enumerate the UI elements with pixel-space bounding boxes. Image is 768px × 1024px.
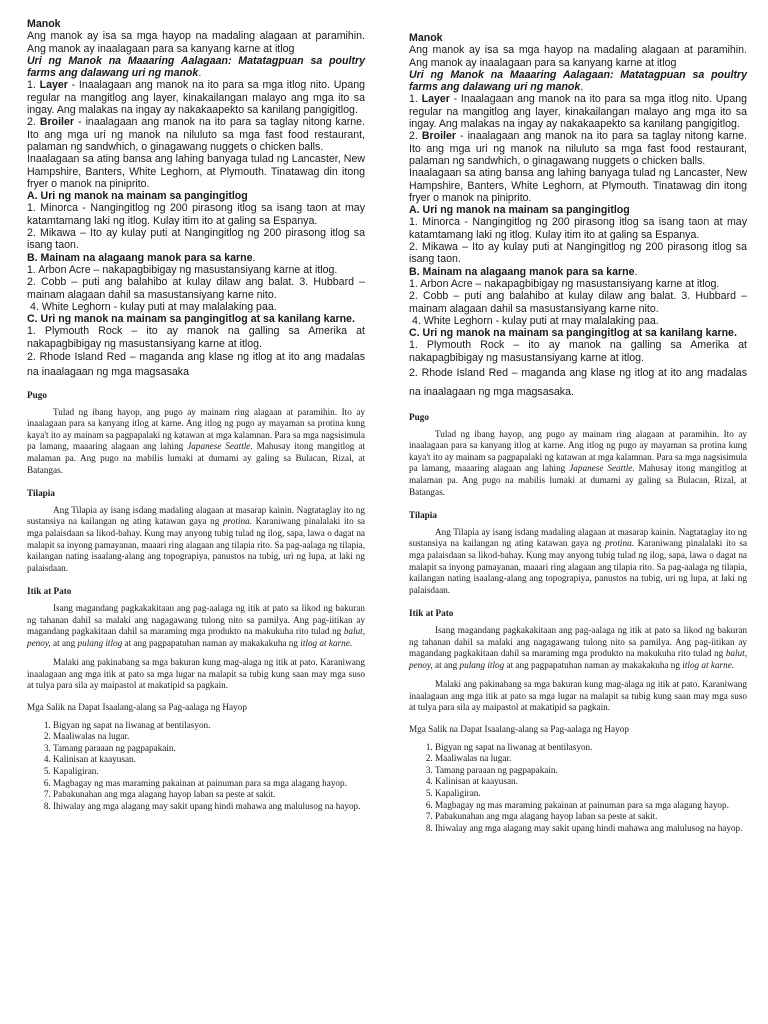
salik-title: Mga Salik na Dapat Isaalang-alang sa Pag-aalaga ng Hayop xyxy=(409,724,629,735)
list-item: 2. Maaliwalas na lugar. xyxy=(435,753,747,765)
manok-title: Manok xyxy=(409,32,443,44)
c2-item: 2. Rhode Island Red – maganda ang klase ng itlog at ito ang madalas na inaalagaan ng mga magsasaka. xyxy=(409,367,747,399)
b2-item: 2. Cobb – puti ang balahibo at kulay dilaw ang balat. 3. Hubbard – mainam alagaan dahil sa masustansiyang karne nito. xyxy=(27,276,365,301)
right-column xyxy=(409,32,747,834)
broiler-term: Broiler xyxy=(39,116,75,129)
c-heading: C. Uri ng manok na mainam sa pangingitlog at sa kanilang karne. xyxy=(27,313,355,326)
manok-intro: Ang manok ay isa sa mga hayop na madaling alagaan at paramihin. Ang manok ay inaalagaan para sa kanyang karne at itlog xyxy=(27,30,365,55)
broiler-paragraph: 2. Broiler - inaalagaan ang manok na ito para sa taglay nitong karne. Ito ang mga uri ng manok na niluluto sa mga fast food restaurant, palaman ng sandwhich, o ginagawang nuggets o chicken balls. xyxy=(409,130,747,167)
itik-text-1: Isang magandang pagkakakitaan ang pag-aalaga ng itik at pato sa likod ng bakuran ng tahanan dahil sa malaki ang nagagawang tulong nito sa pamilya. Ang pag-iitikan ay magandang pagkakitaan dahil sa maraming mga produkto na makukuha rito tulad ng balut, penoy, at ang pulang itlog at ang pagpapatuhan naman ay makakakuha ng itlog at karne. xyxy=(27,602,365,648)
itik-title: Itik at Pato xyxy=(27,586,72,597)
manok-section: Manok Ang manok ay isa sa mga hayop na madaling alagaan at paramihin. Ang manok ay inaalagaan para sa kanyang karne at itlog Uri ng Manok na Maaaring Aalagaan: Matatagpuan sa poultry farms ang dalawang uri ng manok. 1. Layer - Inaalagaan ang manok na ito para sa mga itlog nito. Upang regular na mangitlog ang layer, kinakailangan malayo ang mga ito sa ingay. Ang malakas na ingay ay nakakaapekto sa kanilang pangigitlog. 2. Broiler - inaalagaan ang manok na ito para sa taglay nitong karne. Ito ang mga uri ng manok na niluluto sa mga fast food restaurant, palaman ng sandwhich, o ginagawang nuggets o chicken balls. Inaalagaan sa ating bansa ang lahing banyaga tulad ng Lancaster, New Hampshire, Banters, White Leghorn, at Plymouth. Tinatawag din itong fryer o manok na piniprito. A. Uri ng manok na mainam sa pangingitlog 1. Minorca - Nangingitlog ng 200 pirasong itlog sa isang taon at may katamtamang laki ng itlog. Kulay itim ito at galing sa Espanya. 2. Mikawa – Ito ay kulay puti at Nangingitlog ng 200 pirasong itlog sa isang taon. B. Mainam na alagaang manok para sa karne. 1. Arbon Acre – nakapagbibigay ng masustansiyang karne at itlog. 2. Cobb – puti ang balahibo at kulay dilaw ang balat. 3. Hubbard – mainam alagaan dahil sa masustansiyang karne nito. 4. White Leghorn - kulay puti at may malalaking paa. C. Uri ng manok na mainam sa pangingitlog at sa kanilang karne. 1. Plymouth Rock – ito ay manok na galling sa Amerika at nakapagbibigay ng masustansiyang karne at itlog. 2. Rhode Island Red – maganda ang klase ng itlog at ito ang madalas na inaalagaan ng mga magsasaka. xyxy=(409,32,747,402)
c-heading: C. Uri ng manok na mainam sa pangingitlog at sa kanilang karne. xyxy=(409,327,737,340)
salik-list xyxy=(27,720,365,813)
list-item: 2. Maaliwalas na lugar. xyxy=(53,731,365,743)
list-item: 1. Bigyan ng sapat na liwanag at bentilasyon. xyxy=(53,720,365,732)
list-item: 5. Kapaligiran. xyxy=(435,788,747,800)
pugo-section xyxy=(409,412,747,834)
b2-item: 2. Cobb – puti ang balahibo at kulay dilaw ang balat. 3. Hubbard – mainam alagaan dahil sa masustansiyang karne nito. xyxy=(409,290,747,315)
broiler-term: Broiler xyxy=(421,130,457,143)
list-item: 3. Tamang paraaan ng pagpapakain. xyxy=(53,743,365,755)
pugo-title: Pugo xyxy=(409,412,429,423)
a-heading: A. Uri ng manok na mainam sa pangingitlog xyxy=(409,204,630,217)
c1-item: 1. Plymouth Rock – ito ay manok na galling sa Amerika at nakapagbibigay ng masustansiyang karne at itlog. xyxy=(27,325,365,350)
tilapia-title: Tilapia xyxy=(27,488,55,499)
list-item: 7. Pabakunahan ang mga alagang hayop laban sa peste at sakit. xyxy=(435,811,747,823)
b1-item: 1. Arbon Acre – nakapagbibigay ng masustansiyang karne at itlog. xyxy=(27,263,338,276)
manok-section: Manok Ang manok ay isa sa mga hayop na madaling alagaan at paramihin. Ang manok ay inaalagaan para sa kanyang karne at itlog Uri ng Manok na Maaaring Aalagaan: Matatagpuan sa poultry farms ang dalawang uri ng manok. 1. Layer - Inaalagaan ang manok na ito para sa mga itlog nito. Upang regular na mangitlog ang layer, kinakailangan malayo ang mga ito sa ingay. Ang malakas na ingay ay nakakaapekto sa kanilang pangigitlog. 2. Broiler - inaalagaan ang manok na ito para sa taglay nitong karne. Ito ang mga uri ng manok na niluluto sa mga fast food restaurant, palaman ng sandwhich, o ginagawang nuggets o chicken balls. Inaalagaan sa ating bansa ang lahing banyaga tulad ng Lancaster, New Hampshire, Banters, White Leghorn, at Plymouth. Tinatawag din itong fryer o manok na piniprito. A. Uri ng manok na mainam sa pangingitlog 1. Minorca - Nangingitlog ng 200 pirasong itlog sa isang taon at may katamtamang laki ng itlog. Kulay itim ito at galing sa Espanya. 2. Mikawa – Ito ay kulay puti at Nangingitlog ng 200 pirasong itlog sa isang taon. B. Mainam na alagaang manok para sa karne. 1. Arbon Acre – nakapagbibigay ng masustansiyang karne at itlog. 2. Cobb – puti ang balahibo at kulay dilaw ang balat. 3. Hubbard – mainam alagaan dahil sa masustansiyang karne nito. 4. White Leghorn - kulay puti at may malalaking paa. C. Uri ng manok na mainam sa pangingitlog at sa kanilang karne. 1. Plymouth Rock – ito ay manok na galling sa Amerika at nakapagbibigay ng masustansiyang karne at itlog. 2. Rhode Island Red – maganda ang klase ng itlog at ito ang madalas na inaalagaan ng mga magsasaka xyxy=(27,18,365,379)
uri-heading: Uri ng Manok na Maaaring Aalagaan: Matatagpuan sa poultry farms ang dalawang uri ng manok xyxy=(27,54,365,80)
uri-heading: Uri ng Manok na Maaaring Aalagaan: Matatagpuan sa poultry farms ang dalawang uri ng manok xyxy=(409,68,747,94)
list-item: 5. Kapaligiran. xyxy=(53,766,365,778)
manok-title: Manok xyxy=(27,18,61,30)
list-item: 4. Kalinisan at kaayusan. xyxy=(53,754,365,766)
salik-title: Mga Salik na Dapat Isaalang-alang sa Pag-aalaga ng Hayop xyxy=(27,702,247,713)
b-heading: B. Mainam na alagaang manok para sa karne xyxy=(27,251,253,264)
tilapia-title: Tilapia xyxy=(409,510,437,521)
pugo-text: Tulad ng ibang hayop, ang pugo ay mainam ring alagaan at paramihin. Ito ay inaalagaan para sa kanyang itlog at karne. Ang itlog ng pugo ay mayaman sa protina kung kaya't ito ay mainam sa pagpapalaki ng katawan at mga kalamnan. Para sa mga nagsisimula pa lamang, maaaring alagaan ang lahing Japanese Seattle. Mahusay itong mangitlog at malaman pa. Ang pugo na mabilis lumaki at dumami ay galing sa Bulacan, Rizal, at Batangas. xyxy=(409,428,747,497)
banyaga-paragraph: Inaalagaan sa ating bansa ang lahing banyaga tulad ng Lancaster, New Hampshire, Banters, White Leghorn, at Plymouth. Tinatawag din itong fryer o manok na piniprito. xyxy=(409,167,747,204)
b4-item: 4. White Leghorn - kulay puti at may malalaking paa. xyxy=(409,314,659,327)
left-column xyxy=(27,18,365,812)
pugo-section xyxy=(27,390,365,812)
layer-paragraph: 1. Layer - Inaalagaan ang manok na ito para sa mga itlog nito. Upang regular na mangitlog ang layer, kinakailangan malayo ang mga ito sa ingay. Ang malakas na ingay ay nakakaapekto sa kanilang pangigitlog. xyxy=(409,93,747,131)
list-item: 8. Ihiwalay ang mga alagang may sakit upang hindi mahawa ang malulusog na hayop. xyxy=(435,823,747,835)
c2-item: 2. Rhode Island Red – maganda ang klase ng itlog at ito ang madalas na inaalagaan ng mga magsasaka xyxy=(27,351,365,379)
a-heading: A. Uri ng manok na mainam sa pangingitlog xyxy=(27,190,248,203)
a2-item: 2. Mikawa – Ito ay kulay puti at Nangingitlog ng 200 pirasong itlog sa isang taon. xyxy=(409,241,747,266)
salik-list xyxy=(409,742,747,835)
tilapia-text: Ang Tilapia ay isang isdang madaling alagaan at masarap kainin. Nagtataglay ito ng sustansiya na kailangan ng ating katawan gaya ng protina. Karaniwang pinalalaki ito sa mga palaisdaan sa likod-bahay. Kung may anyong tubig tulad ng ilog, sapa, lawa o dagat na malapit sa inyong pamayanan, maaari ring alagaan ang tilapia rito. Sa pag-aalaga ng tilapia, kailangan nating isaalang-alang ang topograpiya, panustos na tubig, uri ng lupa, at laki ng palaisdaan. xyxy=(27,504,365,573)
c1-item: 1. Plymouth Rock – ito ay manok na galling sa Amerika at nakapagbibigay ng masustansiyang karne at itlog. xyxy=(409,339,747,364)
b1-item: 1. Arbon Acre – nakapagbibigay ng masustansiyang karne at itlog. xyxy=(409,277,720,290)
list-item: 7. Pabakunahan ang mga alagang hayop laban sa peste at sakit. xyxy=(53,789,365,801)
layer-term: Layer xyxy=(421,93,450,106)
list-item: 6. Magbagay ng mas maraming pakainan at painuman para sa mga alagang hayop. xyxy=(53,778,365,790)
pugo-text: Tulad ng ibang hayop, ang pugo ay mainam ring alagaan at paramihin. Ito ay inaalagaan para sa kanyang itlog at karne. Ang itlog ng pugo ay mayaman sa protina kung kaya't ito ay mainam sa pagpapalaki ng katawan at mga kalamnan. Para sa mga nagsisimula pa lamang, maaaring alagaan ang lahing Japanese Seattle. Mahusay itong mangitlog at malaman pa. Ang pugo na mabilis lumaki at dumami ay galing sa Bulacan, Rizal, at Batangas. xyxy=(27,406,365,475)
broiler-paragraph: 2. Broiler - inaalagaan ang manok na ito para sa taglay nitong karne. Ito ang mga uri ng manok na niluluto sa mga fast food restaurant, palaman ng sandwhich, o ginagawang nuggets o chicken balls. xyxy=(27,116,365,153)
itik-text-2: Malaki ang pakinabang sa mga bakuran kung mag-alaga ng itik at pato. Karaniwang inaalagaan ang mga itik at pato sa mga lugar na malapit sa tubig kung saan may mga suso at tulya para sila ay maipastol at makatipid sa pagkain. xyxy=(27,657,365,691)
pugo-title: Pugo xyxy=(27,390,47,401)
layer-paragraph: 1. Layer - Inaalagaan ang manok na ito para sa mga itlog nito. Upang regular na mangitlog ang layer, kinakailangan malayo ang mga ito sa ingay. Ang malakas na ingay ay nakakaapekto sa kanilang pangigitlog. xyxy=(27,79,365,117)
list-item: 1. Bigyan ng sapat na liwanag at bentilasyon. xyxy=(435,742,747,754)
tilapia-text: Ang Tilapia ay isang isdang madaling alagaan at masarap kainin. Nagtataglay ito ng sustansiya na kailangan ng ating katawan gaya ng protina. Karaniwang pinalalaki ito sa mga palaisdaan sa likod-bahay. Kung may anyong tubig tulad ng ilog, sapa, lawa o dagat na malapit sa inyong pamayanan, maaari ring alagaan ang tilapia rito. Sa pag-aalaga ng tilapia, kailangan nating isaalang-alang ang topograpiya, panustos na tubig, uri ng lupa, at laki ng palaisdaan. xyxy=(409,526,747,595)
itik-text-2: Malaki ang pakinabang sa mga bakuran kung mag-alaga ng itik at pato. Karaniwang inaalagaan ang mga itik at pato sa mga lugar na malapit sa tubig kung saan may mga suso at tulya para sila ay maipastol at makatipid sa pagkain. xyxy=(409,679,747,713)
list-item: 8. Ihiwalay ang mga alagang may sakit upang hindi mahawa ang malulusog na hayop. xyxy=(53,801,365,813)
b4-item: 4. White Leghorn - kulay puti at may malalaking paa. xyxy=(27,300,277,313)
list-item: 4. Kalinisan at kaayusan. xyxy=(435,776,747,788)
a1-item: 1. Minorca - Nangingitlog ng 200 pirasong itlog sa isang taon at may katamtamang laki ng itlog. Kulay itim ito at galing sa Espanya. xyxy=(27,202,365,227)
a2-item: 2. Mikawa – Ito ay kulay puti at Nangingitlog ng 200 pirasong itlog sa isang taon. xyxy=(27,227,365,252)
layer-term: Layer xyxy=(39,79,68,92)
itik-text-1: Isang magandang pagkakakitaan ang pag-aalaga ng itik at pato sa likod ng bakuran ng tahanan dahil sa malaki ang nagagawang tulong nito sa pamilya. Ang pag-iitikan ay magandang pagkakitaan dahil sa maraming mga produkto na makukuha rito tulad ng balut, penoy, at ang pulang itlog at ang pagpapatuhan naman ay makakakuha ng itlog at karne. xyxy=(409,624,747,670)
a1-item: 1. Minorca - Nangingitlog ng 200 pirasong itlog sa isang taon at may katamtamang laki ng itlog. Kulay itim ito at galing sa Espanya. xyxy=(409,216,747,241)
b-heading: B. Mainam na alagaang manok para sa karne xyxy=(409,265,635,278)
banyaga-paragraph: Inaalagaan sa ating bansa ang lahing banyaga tulad ng Lancaster, New Hampshire, Banters, White Leghorn, at Plymouth. Tinatawag din itong fryer o manok na piniprito. xyxy=(27,153,365,190)
list-item: 3. Tamang paraaan ng pagpapakain. xyxy=(435,765,747,777)
manok-intro: Ang manok ay isa sa mga hayop na madaling alagaan at paramihin. Ang manok ay inaalagaan para sa kanyang karne at itlog xyxy=(409,44,747,69)
itik-title: Itik at Pato xyxy=(409,608,454,619)
list-item: 6. Magbagay ng mas maraming pakainan at painuman para sa mga alagang hayop. xyxy=(435,800,747,812)
